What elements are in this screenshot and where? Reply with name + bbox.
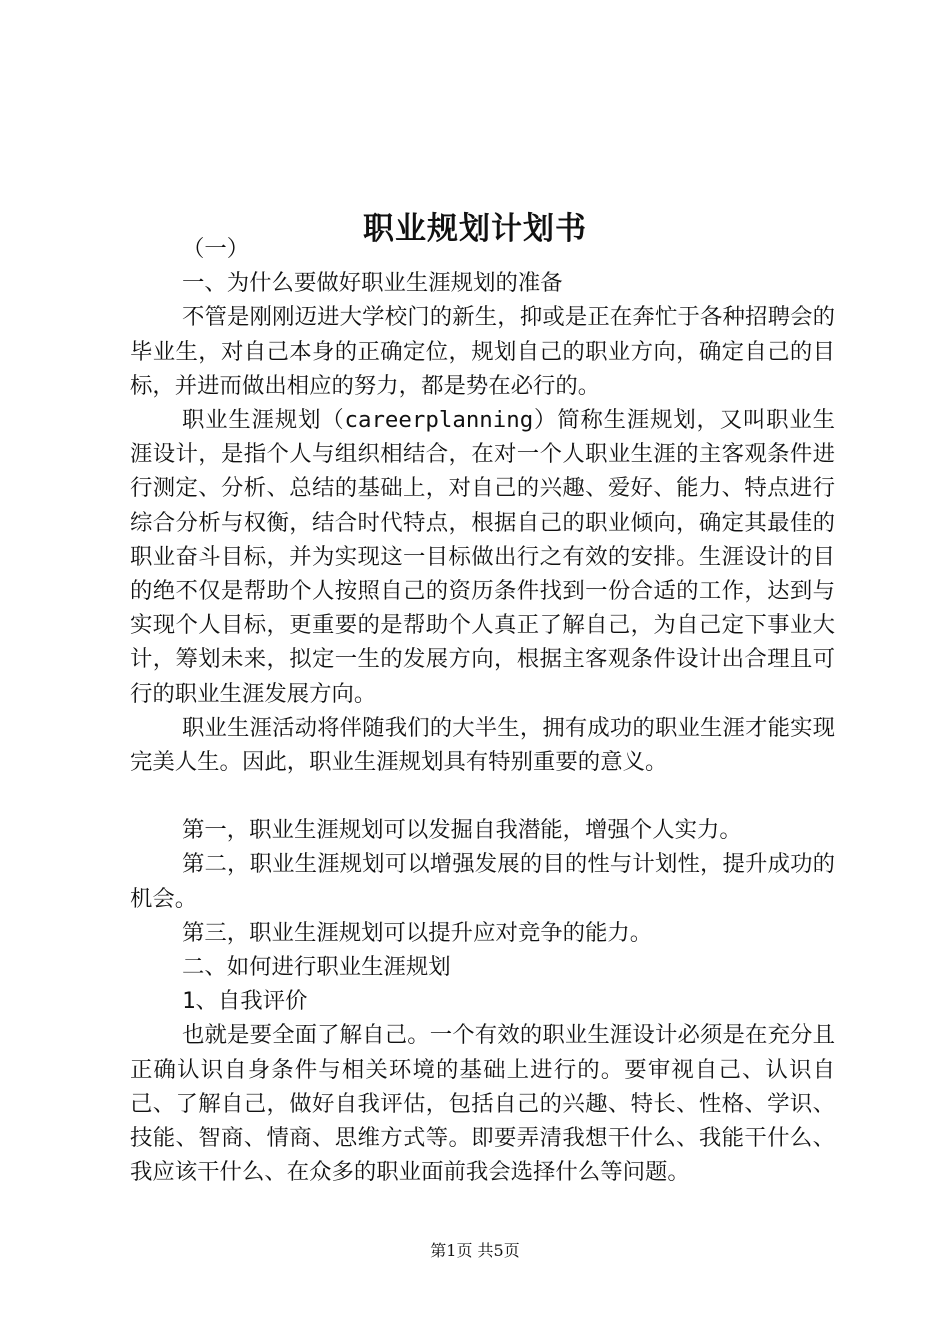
section-heading-2: 二、如何进行职业生涯规划 [182,954,451,981]
paragraph-definition: 职业生涯规划（careerplanning）简称生涯规划，又叫职业生涯设计，是指个人与组织相结合，在对一个人职业生涯的主客观条件进行测定、分析、总结的基础上，对自己的兴趣、爱好、能力、特点进行综合分析与权衡，结合时代特点，根据自己的职业倾向，确定其最佳的职业奋斗目标，并为实现这一目标做出行之有效的安排。生涯设计的目的绝不仅是帮助个人按照自己的资历条件找到一份合适的工作，达到与实现个人目标，更重要的是帮助个人真正了解自己，为自己定下事业大计，筹划未来，拟定一生的发展方向，根据主客观条件设计出合理且可行的职业生涯发展方向。 [130,407,835,707]
document-body [130,232,835,1189]
paragraph-significance: 职业生涯活动将伴随我们的大半生，拥有成功的职业生涯才能实现完美人生。因此，职业生涯规划具有特别重要的意义。 [130,714,835,776]
point-first: 第一，职业生涯规划可以发掘自我潜能，增强个人实力。 [182,817,742,844]
section-number: （一） [182,236,250,262]
paragraph-self-evaluation: 也就是要全面了解自己。一个有效的职业生涯设计必须是在充分且正确认识自身条件与相关环境的基础上进行的。要审视自己、认识自己、了解自己，做好自我评估，包括自己的兴趣、特长、性格、学识、技能、智商、情商、思维方式等。即要弄清我想干什么、我能干什么、我应该干什么、在众多的职业面前我会选择什么等问题。 [130,1022,835,1186]
point-second: 第二，职业生涯规划可以增强发展的目的性与计划性，提升成功的机会。 [130,851,835,912]
subheading-self-evaluation: 1、自我评价 [182,988,308,1015]
paragraph-positioning: 不管是刚刚迈进大学校门的新生，抑或是正在奔忙于各种招聘会的毕业生，对自己本身的正确定位，规划自己的职业方向，确定自己的目标，并进而做出相应的努力，都是势在必行的。 [130,304,835,399]
point-third: 第三，职业生涯规划可以提升应对竞争的能力。 [182,919,653,946]
section-heading-1: 一、为什么要做好职业生涯规划的准备 [182,270,563,297]
page-footer: 第1页 共5页 [430,1241,520,1260]
document-title: 职业规划计划书 [363,210,587,247]
